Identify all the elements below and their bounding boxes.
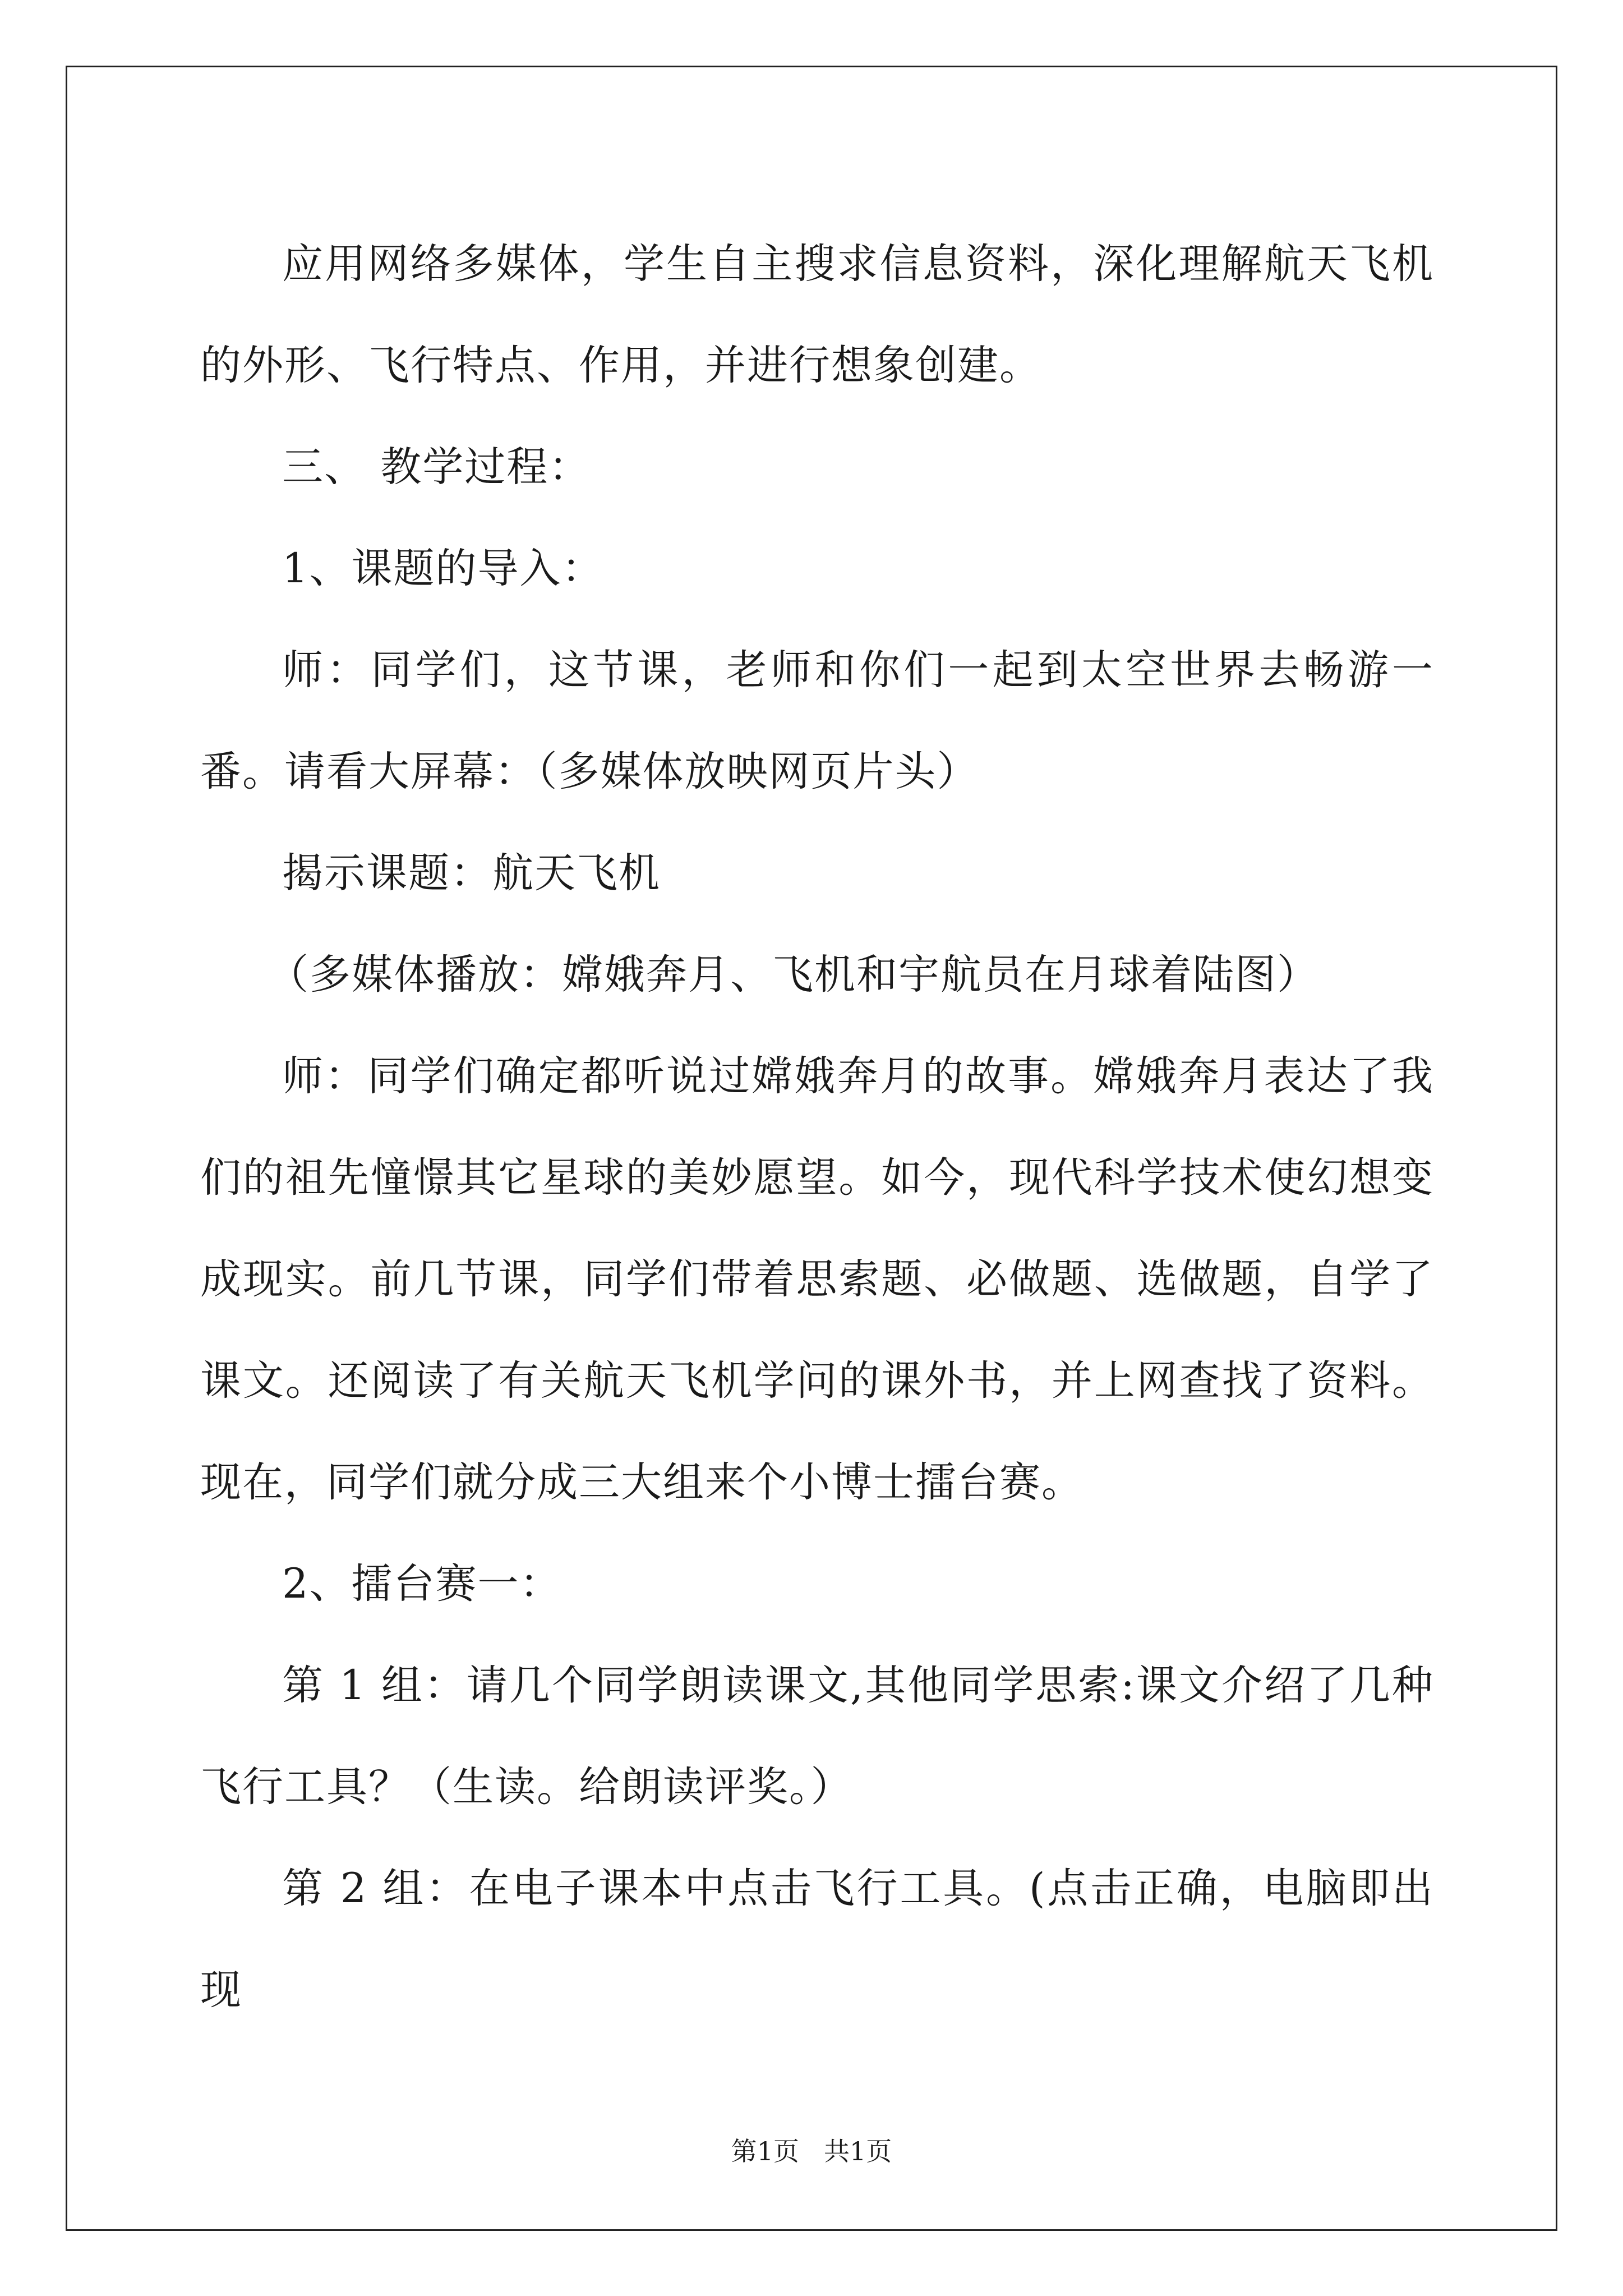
page-footer	[0, 2134, 1623, 2168]
total-pages: 共1页	[823, 2136, 892, 2166]
paragraph-group-1: 第 1 组：请几个同学朗读课文,其他同学思索:课文介绍了几种飞行工具？（生读。给朗读评奖。）	[200, 1662, 1434, 1811]
subheading-contest-one: 2、擂台赛一：	[282, 1560, 562, 1608]
paragraph-teacher-intro: 师：同学们，这节课，老师和你们一起到太空世界去畅游一番。请看大屏幕：（多媒体放映网页片头）	[200, 646, 1434, 795]
paragraph-reveal-topic: 揭示课题：航天飞机	[282, 849, 661, 897]
subheading-topic-intro: 1、课题的导入：	[282, 545, 604, 592]
paragraph-group-2: 第 2 组：在电子课本中点击飞行工具。(点击正确，电脑即出现	[200, 1865, 1434, 2014]
paragraph-teacher-story: 师：同学们确定都听说过嫦娥奔月的故事。嫦娥奔月表达了我们的祖先憧憬其它星球的美妙愿望。如今，现代科学技术使幻想变成现实。前几节课，同学们带着思索题、必做题、选做题，自学了课文。还阅读了有关航天飞机学问的课外书，并上网查找了资料。现在，同学们就分成三大组来个小博士擂台赛。	[200, 1052, 1434, 1506]
paragraph-multimedia-note: （多媒体播放：嫦娥奔月、飞机和宇航员在月球着陆图）	[268, 951, 1319, 999]
document-body	[200, 213, 1434, 2041]
paragraph-1: 应用网络多媒体，学生自主搜求信息资料，深化理解航天飞机的外形、飞行特点、作用，并进行想象创建。	[200, 240, 1434, 389]
section-heading-teaching-process: 三、 教学过程：	[282, 443, 591, 491]
page-number: 第1页	[731, 2136, 800, 2166]
